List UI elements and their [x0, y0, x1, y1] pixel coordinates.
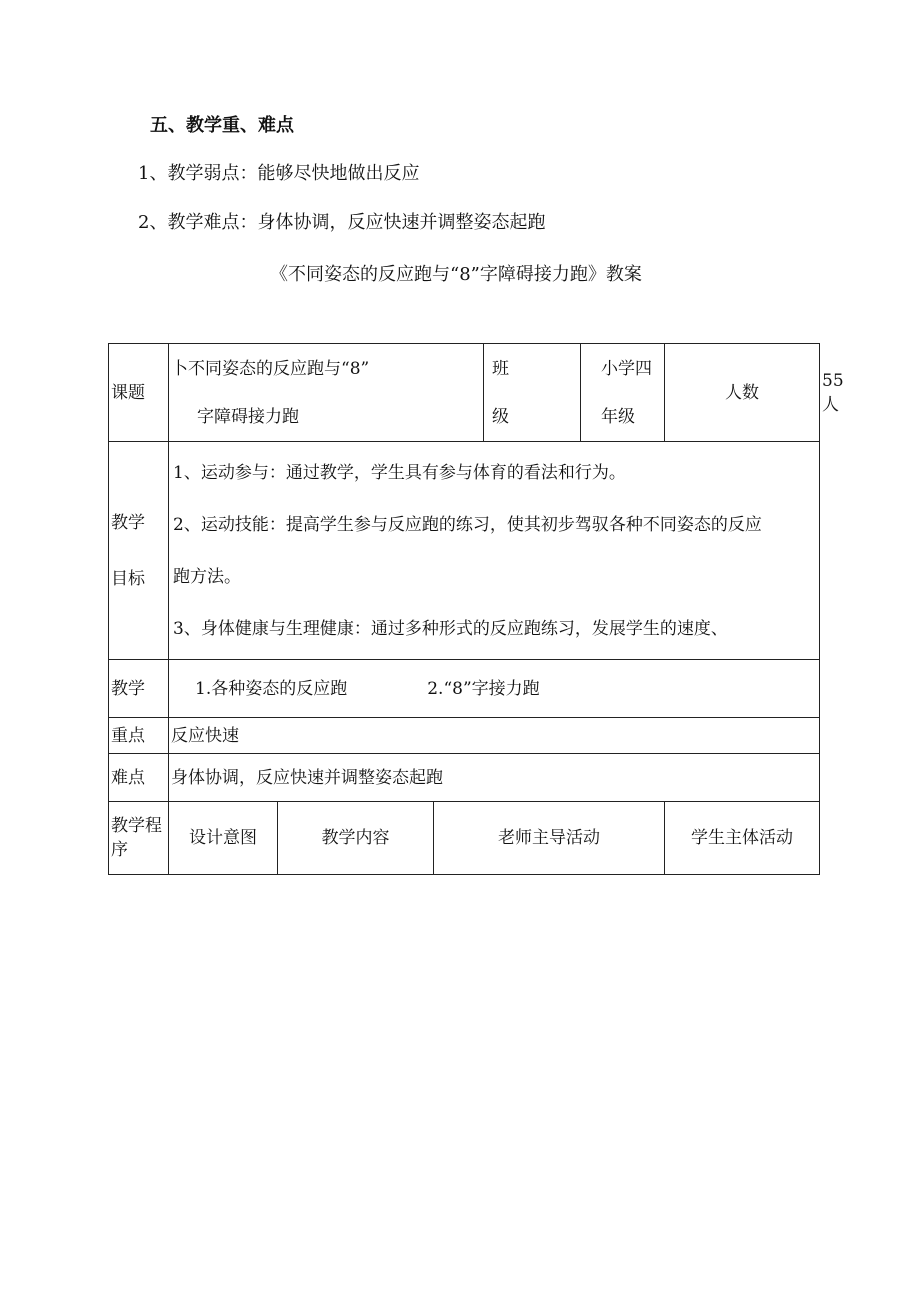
class-label-2: 级 [492, 406, 509, 427]
document-title: 《不同姿态的反应跑与“8”字障碍接力跑》教案 [270, 264, 642, 285]
col-content: 教学内容 [278, 802, 434, 875]
goal-2b: 跑方法。 [173, 566, 241, 587]
section-heading: 五、教学重、难点 [150, 115, 294, 136]
topic-row: 课题 卜不同姿态的反应跑与“8” 字障碍接力跑 班 级 小学四 年级 人数 55人 [109, 344, 820, 442]
teaching-weak-point: 1、教学弱点：能够尽快地做出反应 [138, 163, 420, 184]
goal-3: 3、身体健康与生理健康：通过多种形式的反应跑练习，发展学生的速度、 [173, 618, 728, 639]
col-student: 学生主体活动 [665, 802, 820, 875]
goals-row [109, 442, 820, 660]
goals-label-2: 目标 [111, 568, 145, 589]
content-row [109, 660, 820, 718]
procedure-label [109, 802, 169, 875]
class-value [581, 344, 665, 442]
procedure-label-1: 教学程 [111, 816, 162, 836]
difficulty-label: 难点 [109, 754, 169, 802]
class-label-1: 班 [492, 358, 509, 379]
topic-line-2: 字障碍接力跑 [197, 406, 299, 427]
col-design: 设计意图 [169, 802, 278, 875]
topic-line-1: 卜不同姿态的反应跑与“8” [171, 358, 370, 379]
goal-1: 1、运动参与：通过教学，学生具有参与体育的看法和行为。 [173, 462, 626, 483]
goals-label [109, 442, 169, 660]
count-label: 人数 [665, 344, 820, 442]
class-value-2: 年级 [601, 406, 635, 427]
content-item-2: 2.“8”字接力跑 [427, 678, 540, 699]
col-teacher: 老师主导活动 [434, 802, 665, 875]
goal-2a: 2、运动技能：提高学生参与反应跑的练习，使其初步驾驭各种不同姿态的反应 [173, 514, 762, 535]
topic-label: 课题 [109, 344, 169, 442]
content-cell [169, 660, 820, 718]
difficulty-row [109, 754, 820, 802]
key-row [109, 718, 820, 754]
class-label [484, 344, 581, 442]
procedure-row [109, 802, 820, 875]
class-value-1: 小学四 [601, 358, 652, 379]
lesson-plan-table [108, 343, 844, 875]
difficulty-value: 身体协调，反应快速并调整姿态起跑 [169, 754, 820, 802]
key-value: 反应快速 [169, 718, 820, 754]
key-label: 重点 [109, 718, 169, 754]
teaching-difficulty: 2、教学难点：身体协调，反应快速并调整姿态起跑 [138, 212, 546, 233]
topic-cell [169, 344, 484, 442]
procedure-label-2: 序 [111, 840, 128, 860]
goals-cell [169, 442, 820, 660]
goals-label-1: 教学 [111, 512, 145, 533]
content-item-1: 1.各种姿态的反应跑 [195, 678, 348, 699]
content-label: 教学 [109, 660, 169, 718]
